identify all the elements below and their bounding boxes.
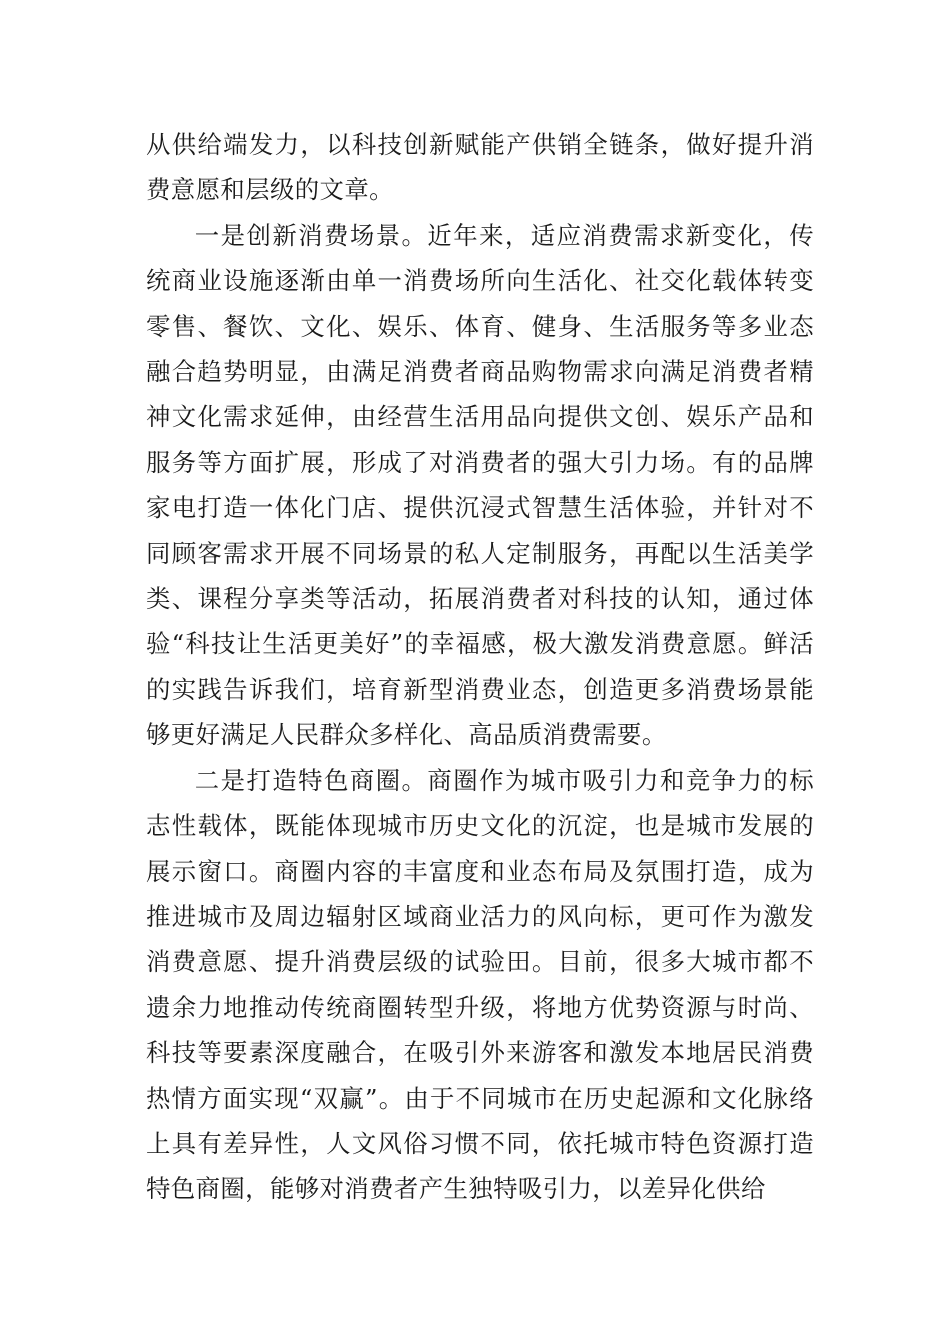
document-body: [146, 122, 814, 1212]
paragraph-continuation: 从供给端发力，以科技创新赋能产供销全链条，做好提升消费意愿和层级的文章。: [146, 130, 814, 205]
paragraph-build-featured-business-districts: 二是打造特色商圈。商圈作为城市吸引力和竞争力的标志性载体，既能体现城市历史文化的沉淀，也是城市发展的展示窗口。商圈内容的丰富度和业态布局及氛围打造，成为推进城市及周边辐射区域商业活力的风向标，更可作为激发消费意愿、提升消费层级的试验田。目前，很多大城市都不遗余力地推动传统商圈转型升级，将地方优势资源与时尚、科技等要素深度融合，在吸引外来游客和激发本地居民消费热情方面实现“双赢”。由于不同城市在历史起源和文化脉络上具有差异性，人文风俗习惯不同，依托城市特色资源打造特色商圈，能够对消费者产生独特吸引力，以差异化供给: [146, 765, 814, 1204]
paragraph-innovate-consumption-scenes: 一是创新消费场景。近年来，适应消费需求新变化，传统商业设施逐渐由单一消费场所向生活化、社交化载体转变零售、餐饮、文化、娱乐、体育、健身、生活服务等多业态融合趋势明显，由满足消费者商品购物需求向满足消费者精神文化需求延伸，由经营生活用品向提供文创、娱乐产品和服务等方面扩展，形成了对消费者的强大引力场。有的品牌家电打造一体化门店、提供沉浸式智慧生活体验，并针对不同顾客需求开展不同场景的私人定制服务，再配以生活美学类、课程分享类等活动，拓展消费者对科技的认知，通过体验“科技让生活更美好”的幸福感，极大激发消费意愿。鲜活的实践告诉我们，培育新型消费业态，创造更多消费场景能够更好满足人民群众多样化、高品质消费需要。: [146, 220, 814, 750]
